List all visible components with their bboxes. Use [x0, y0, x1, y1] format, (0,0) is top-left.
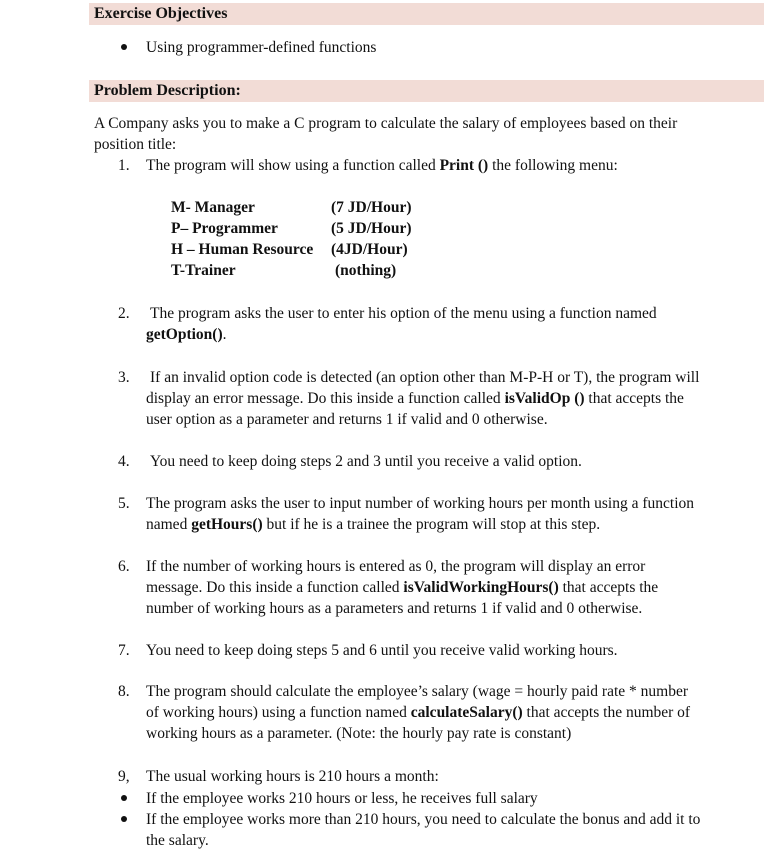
menu-rate-manager: (7 JD/Hour)	[331, 199, 412, 216]
bullet-dot	[121, 795, 127, 801]
step-9-line-1: The usual working hours is 210 hours a month:	[146, 768, 439, 785]
menu-code-programmer: P– Programmer	[171, 220, 278, 237]
function-name: isValidOp ()	[504, 390, 585, 407]
step-4-line-1: You need to keep doing steps 2 and 3 until you receive a valid option.	[150, 453, 582, 470]
step-1-text: The program will show using a function called Print () the following menu:	[146, 157, 618, 174]
step-3-line-3: user option as a parameter and returns 1 if valid and 0 otherwise.	[146, 411, 548, 428]
step-8-line-1: The program should calculate the employee’s salary (wage = hourly paid rate * number	[146, 683, 689, 700]
step-2-number: 2.	[118, 305, 130, 322]
menu-code-manager: M- Manager	[171, 199, 255, 216]
menu-code-human-resource: H – Human Resource	[171, 241, 314, 258]
objectives-heading: Exercise Objectives	[94, 5, 228, 22]
step-4-number: 4.	[118, 453, 130, 470]
step-8-line-3: working hours as a parameter. (Note: the hourly pay rate is constant)	[146, 725, 572, 742]
step-6-line-2: message. Do this inside a function called isValidWorkingHours() that accepts the	[146, 579, 659, 596]
intro-line-1: A Company asks you to make a C program to calculate the salary of employees based on their	[94, 115, 678, 132]
menu-code-trainer: T-Trainer	[171, 262, 236, 279]
bullet-dot	[121, 816, 127, 822]
step-5-number: 5.	[118, 495, 130, 512]
step-7-line-1: You need to keep doing steps 5 and 6 until you receive valid working hours.	[146, 642, 618, 659]
function-name: getHours()	[191, 516, 263, 533]
bullet-dot	[121, 44, 127, 50]
step-7-number: 7.	[118, 642, 130, 659]
problem-heading: Problem Description:	[94, 82, 241, 99]
menu-rate-human-resource: (4JD/Hour)	[331, 241, 408, 258]
step-3-line-1: If an invalid option code is detected (an option other than M-P-H or T), the program will	[150, 369, 700, 386]
step-1-number: 1.	[118, 157, 130, 174]
step-2-line-1: The program asks the user to enter his option of the menu using a function named	[150, 305, 657, 322]
step-6-number: 6.	[118, 558, 130, 575]
bullet-full-salary: If the employee works 210 hours or less, he receives full salary	[146, 790, 538, 807]
bullet-bonus-line-2: the salary.	[146, 832, 209, 849]
function-name: calculateSalary()	[410, 704, 523, 721]
objective-item: Using programmer-defined functions	[146, 39, 377, 56]
step-3-number: 3.	[118, 369, 130, 386]
step-6-line-3: number of working hours as a parameters and returns 1 if valid and 0 otherwise.	[146, 600, 643, 617]
step-8-number: 8.	[118, 683, 130, 700]
step-6-line-1: If the number of working hours is entered as 0, the program will display an error	[146, 558, 646, 575]
bullet-bonus-line-1: If the employee works more than 210 hours, you need to calculate the bonus and add it to	[146, 811, 701, 828]
step-3-line-2: display an error message. Do this inside a function called isValidOp () that accepts the	[146, 390, 684, 407]
intro-line-2: position title:	[94, 136, 177, 153]
menu-rate-programmer: (5 JD/Hour)	[331, 220, 412, 237]
step-5-line-2: named getHours() but if he is a trainee the program will stop at this step.	[146, 516, 601, 533]
step-9-number: 9,	[118, 768, 130, 785]
function-name: Print ()	[439, 157, 489, 174]
function-name: isValidWorkingHours()	[403, 579, 559, 596]
function-name: getOption()	[146, 326, 223, 343]
step-2-line-2: getOption().	[146, 326, 227, 343]
menu-rate-trainer: (nothing)	[335, 262, 397, 279]
step-5-line-1: The program asks the user to input number of working hours per month using a function	[146, 495, 694, 512]
step-8-line-2: of working hours) using a function named calculateSalary() that accepts the number of	[146, 704, 691, 721]
